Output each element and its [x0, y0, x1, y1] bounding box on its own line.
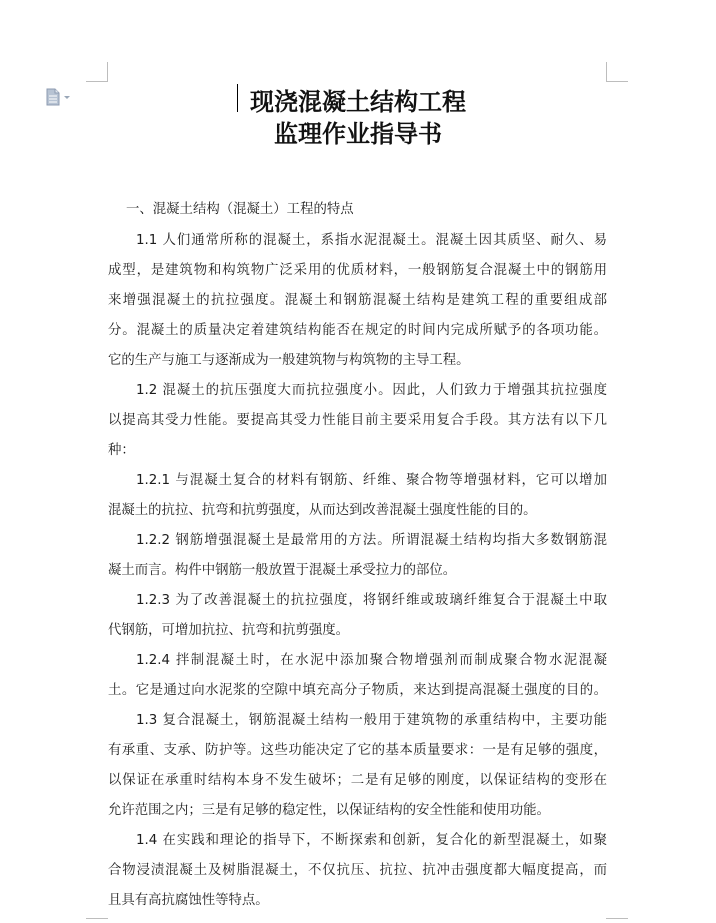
paragraph-line: 且具有高抗腐蚀性等特点。	[108, 893, 269, 908]
document-title-line-1: 现浇混凝土结构工程	[250, 88, 466, 116]
crop-mark-top-left-vertical	[107, 62, 108, 82]
paragraph-line: 凝土而言。构件中钢筋一般放置于混凝土承受拉力的部位。	[108, 563, 457, 578]
paragraph-line: 1.4 在实践和理论的指导下，不断探索和创新，复合化的新型混凝土，如聚	[136, 833, 607, 848]
paragraph-line: 以保证在承重时结构本身不发生破坏；二是有足够的刚度，以保证结构的变形在	[108, 773, 607, 788]
paragraph-line: 分。混凝土的质量决定着建筑结构能否在规定的时间内完成所赋予的各项功能。	[108, 323, 607, 338]
paragraph-line: 它的生产与施工与逐渐成为一般建筑物与构筑物的主导工程。	[108, 353, 470, 368]
paragraph-line: 来增强混凝土的抗拉强度。混凝土和钢筋混凝土结构是建筑工程的重要组成部	[108, 293, 607, 308]
crop-mark-bottom-right	[606, 918, 628, 919]
paragraph-line: 有承重、支承、防护等。这些功能决定了它的基本质量要求：一是有足够的强度，	[108, 743, 607, 758]
paragraph-line: 合物浸渍混凝土及树脂混凝土，不仅抗压、抗拉、抗冲击强度都大幅度提高，而	[108, 863, 607, 878]
paragraph-line: 成型，是建筑物和构筑物广泛采用的优质材料，一般钢筋复合混凝土中的钢筋用	[108, 263, 607, 278]
paragraph-line: 允许范围之内；三是有足够的稳定性，以保证结构的安全性能和使用功能。	[108, 803, 550, 818]
paragraph-line: 1.2.1 与混凝土复合的材料有钢筋、纤维、聚合物等增强材料，它可以增加	[136, 473, 607, 488]
paragraph-line: 1.1 人们通常所称的混凝土，系指水泥混凝土。混凝土因其质坚、耐久、易	[136, 233, 607, 248]
paragraph-line: 代钢筋，可增加抗拉、抗弯和抗剪强度。	[108, 623, 350, 638]
paragraph-line: 种：	[108, 443, 135, 458]
crop-mark-bottom-left	[86, 918, 108, 919]
paragraph-line: 土。它是通过向水泥浆的空隙中填充高分子物质，来达到提高混凝土强度的目的。	[108, 683, 607, 698]
paragraph-line: 混凝土的抗拉、抗弯和抗剪强度，从而达到改善混凝土强度性能的目的。	[108, 503, 537, 518]
paragraph-line: 1.2.3 为了改善混凝土的抗拉强度，将钢纤维或玻璃纤维复合于混凝土中取	[136, 593, 607, 608]
document-title-line-2: 监理作业指导书	[274, 120, 442, 148]
paragraph-line: 1.2 混凝土的抗压强度大而抗拉强度小。因此，人们致力于增强其抗拉强度	[136, 383, 607, 398]
crop-mark-top-right-vertical	[606, 62, 607, 82]
paragraph-line: 1.3 复合混凝土，钢筋混凝土结构一般用于建筑物的承重结构中，主要功能	[136, 713, 607, 728]
paragraph-line: 1.2.2 钢筋增强混凝土是最常用的方法。所谓混凝土结构均指大多数钢筋混	[136, 533, 607, 548]
paragraph-line: 1.2.4 拌制混凝土时，在水泥中添加聚合物增强剂而制成聚合物水泥混凝	[136, 653, 607, 668]
section-heading: 一、混凝土结构（混凝土）工程的特点	[126, 202, 354, 217]
paragraph-line: 以提高其受力性能。要提高其受力性能目前主要采用复合手段。其方法有以下几	[108, 413, 607, 428]
